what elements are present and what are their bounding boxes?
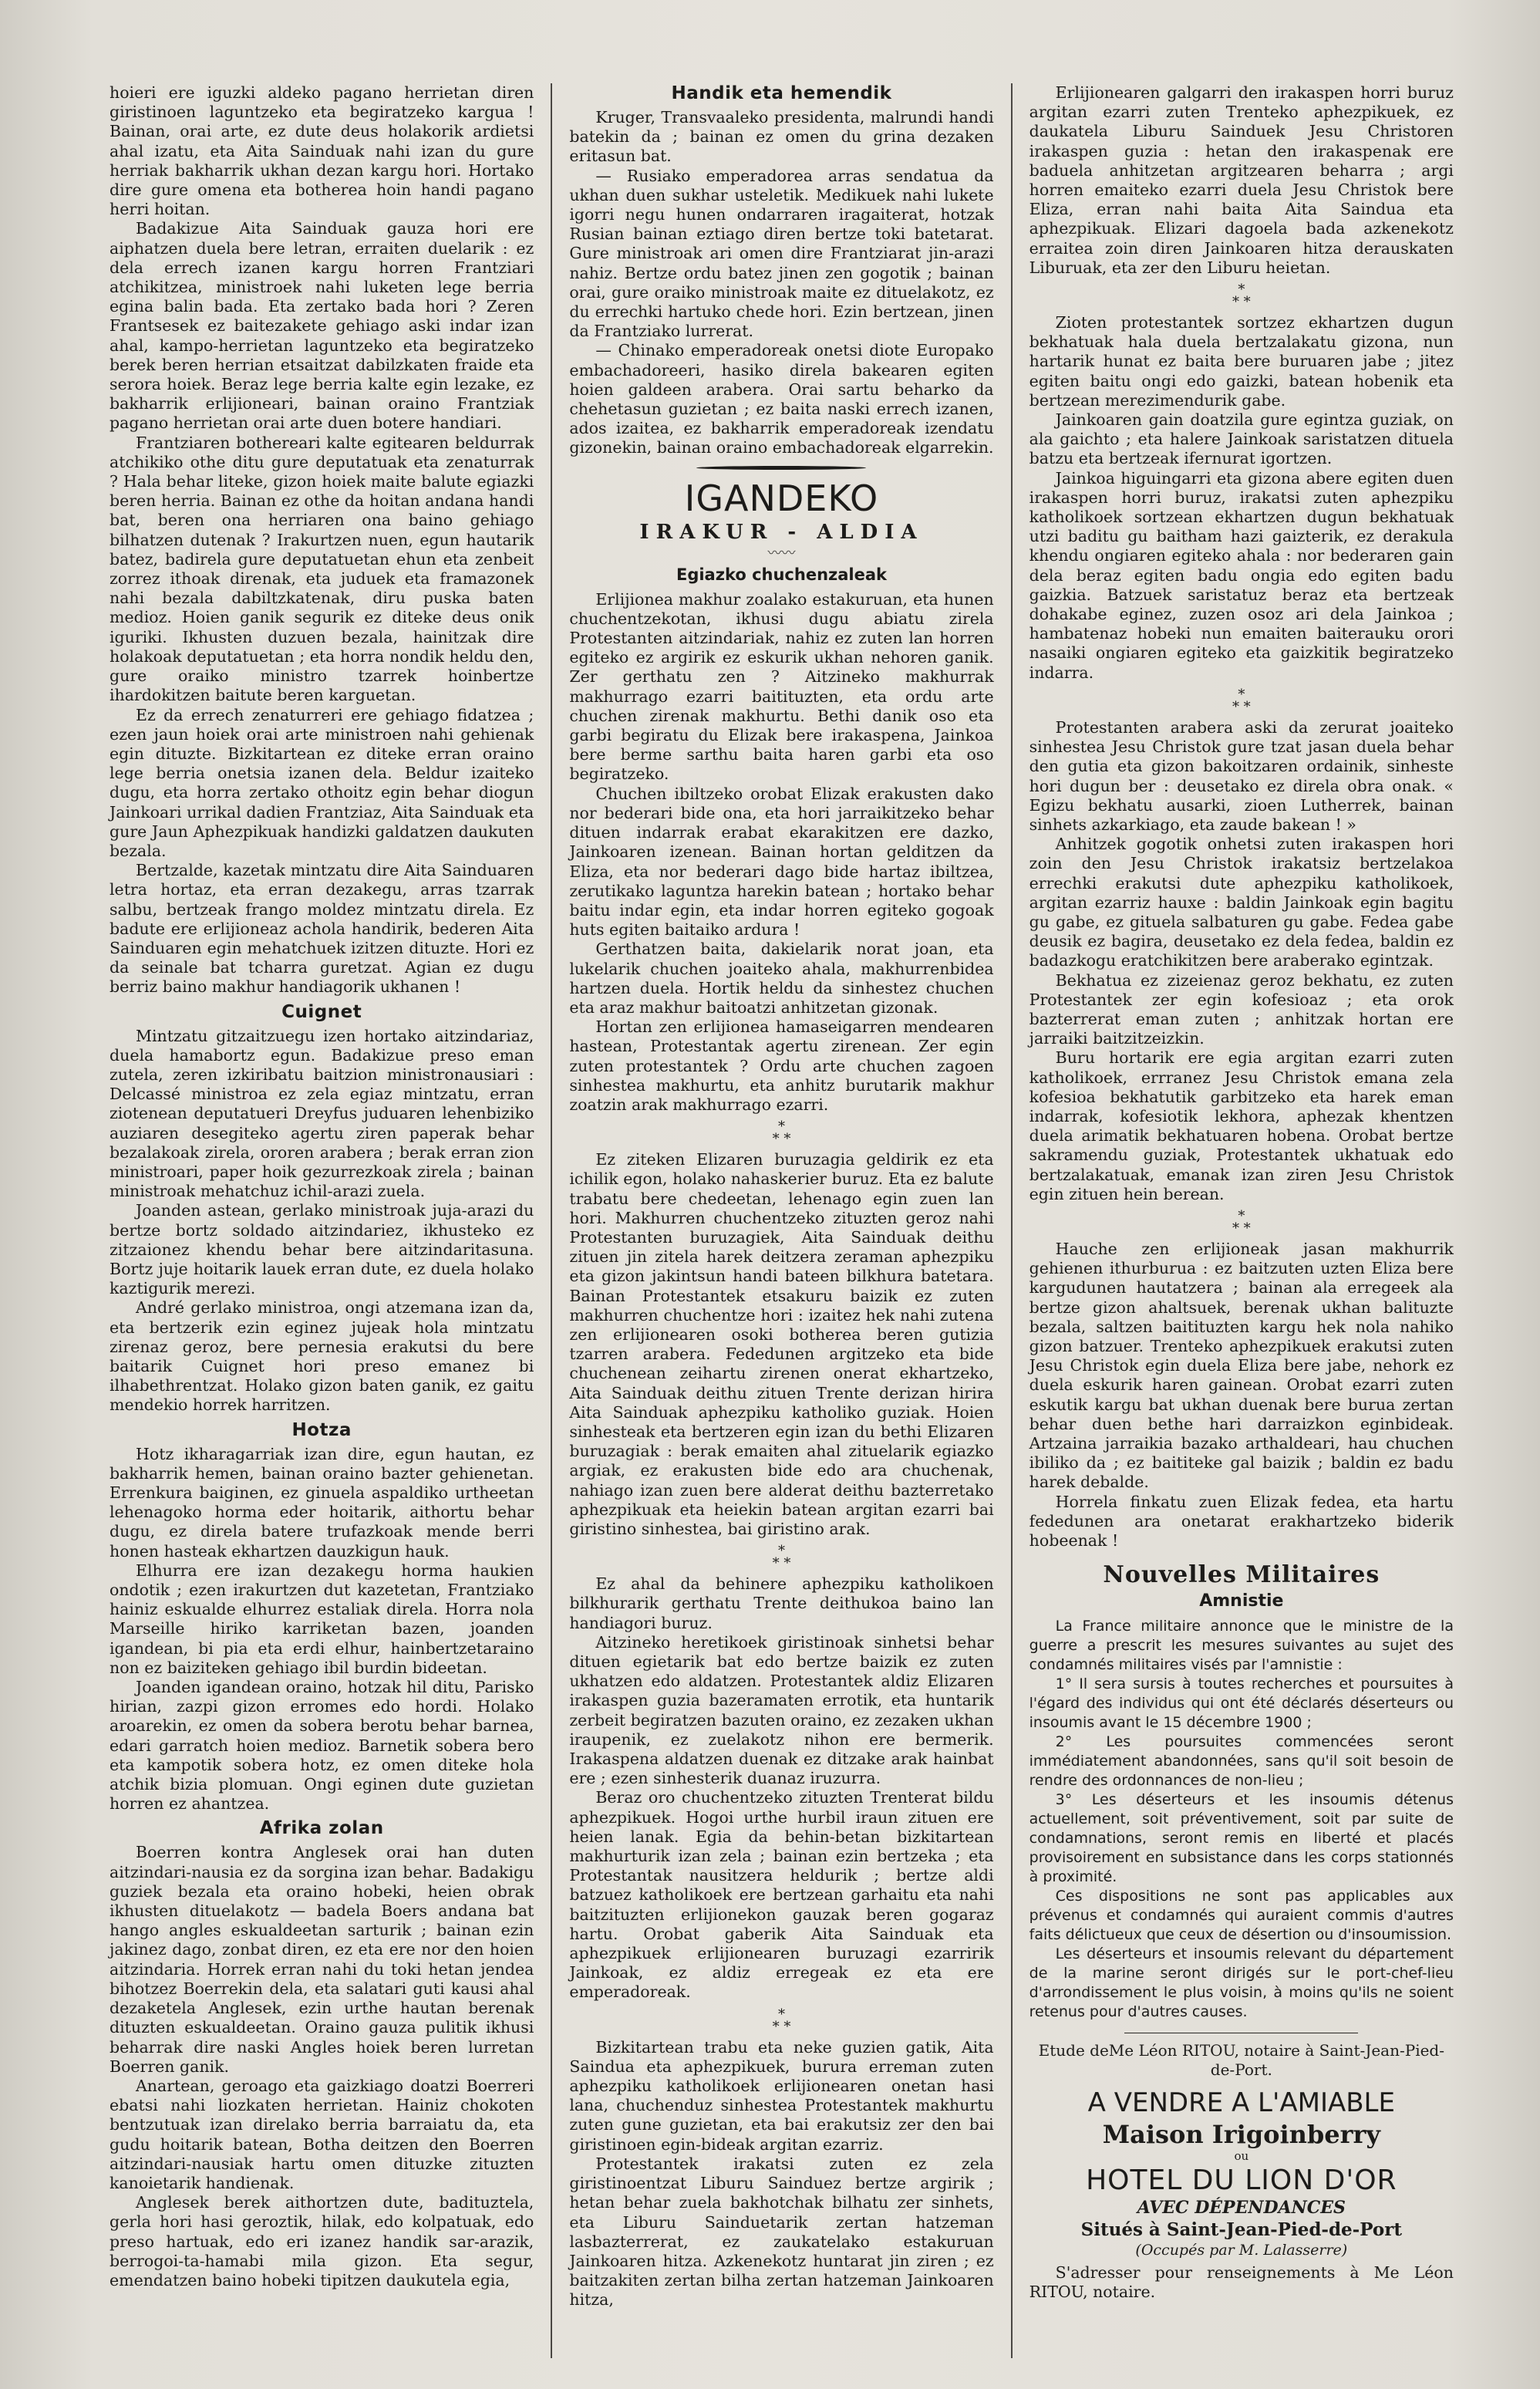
paragraph: Buru hortarik ere egia argitan ezarri zuten katholikoek, errranez Jesu Christok emana zela kofesioa bekhatutik garbitzeko eta harek eman indarrak, kofesiotik lekhora, aphezak khentzen duela arimatik bekhatuaren hobena. Orobat bertze sakramendu guziak, Protestantek ukhatuak edo bertzalakatuak, emanak izan ziren Jesu Christok egin zituen hein berean. <box>1029 1048 1454 1203</box>
paragraph: 1° Il sera sursis à toutes recherches et poursuites à l'égard des individus qui ont été déclarés déserteurs ou insoumis avant le 15 décembre 1900 ; <box>1029 1675 1454 1732</box>
paragraph: Hauche zen erlijioneak jasan makhurrik gehienen ithurburua : ez baitzuten uzten Eliza bere kargudunen hautatzera ; bainan ala erregeek ala bertze gizon ahaltsuek, berenak ukhan balituzte bezala, saltzen baitituzten kargu hek nola nahiko gizon batzuer. Trenteko aphezpikuek erakutsi zuten Jesu Christok egin duela Eliza bere jabe, nehork ez duela eskurik haren gainean. Orobat ezarri zuten eskutik kargu bat ukhan duenak bere burua zertan behar duen bethe hari darraizkon eginbideak. Artzaina jarraikia bazako arthaldeari, hau chuchen ibiliko da ; ez baititeke gal baizik ; baldin ez badu harek debalde. <box>1029 1239 1454 1492</box>
paragraph: — Chinako emperadoreak onetsi diote Europako embachadoreeri, hasiko direla bakearen egiten hoien galdeen arabera. Orai sartu beharko da chehetasun guzietan ; ez baita naski errech izanen, ados izaitea, ez bakharrik emperadoreak izendatu gizonekin, bainan oraino embachadoreak elgarrekin. <box>569 341 994 457</box>
paragraph: Horrela finkatu zuen Elizak fedea, eta hartu fededunen ara onetarat erakhartzeko biderik hobeenak ! <box>1029 1492 1454 1550</box>
igandeko-heading: IGANDEKO <box>684 477 879 519</box>
paragraph: Erlijionea makhur zoalako estakuruan, eta hunen chuchentzekotan, ikhusi dugu abiatu zirela Protestanten aitzindariak, nahiz ez zuten lan horren egiteko ez argirik ez eskurik ukhan nehoren ganik. Zer gerthatu zen ? Aitzineko makhurrak makhurrago ezarri baitituzten, eta ordu arte chuchen zirenak makhurtu. Bethi danik oso eta garbi begiratu du Elizak bere irakaspena, Jainkoa bere berme sarthu baita haren garbi eta oso begiratzeko. <box>569 589 994 784</box>
section-title-hotza: Hotza <box>291 1419 352 1440</box>
paragraph: Hotz ikharagarriak izan dire, egun hautan, ez bakharrik hemen, bainan oraino bazter gehienetan. Errenkura baiginen, ez ginuela aspaldiko urtheetan lehenagoko horma eder hoitarik, aithortu behar dugu, ez direla batere trufazkoak mende berri honen hasteak ekhartzen dauzkigun hauk. <box>110 1444 534 1561</box>
paragraph: Ez ahal da behinere aphezpiku katholikoen bilkhurarik gerthatu Trente deithukoa baino lan handiagori buruz. <box>569 1574 994 1632</box>
paragraph: Les déserteurs et insoumis relevant du département de la marine seront dirigés sur le port-chef-lieu d'arrondissement le plus voisin, à moins qu'ils ne soient retenus pour d'autres causes. <box>1029 1945 1454 2021</box>
asterism-icon: * * * <box>772 1543 791 1572</box>
paragraph: Hortan zen erlijionea hamaseigarren mendearen hastean, Protestantak agertu zirenean. Zer egin zuten protestantek ? Ordu arte chuchen zagoen sinhestea makhurtu, eta anhitz burutarik makhur zoatzin arak makhurrago ezarri. <box>569 1017 994 1114</box>
paragraph: Anglesek berek aithortzen dute, badituztela, gerla hori hasi geroztik, hilak, edo kolpatuak, edo preso hartuak, edo eri izanez handik sar-arazik, berrogoi-ta-hamabi mila gizon. Eta segur, emendatzen baino hobeki tipitzen daukutela egia, <box>110 2193 534 2289</box>
column-middle <box>551 83 1010 2358</box>
paragraph: André gerlako ministroa, ongi atzemana izan da, eta bertzerik ezin eginez jujeak hola mintzatu zirenaz geroz, bere pernesia erakutsi du bere baitarik Cuignet hori preso emanez bi ilhabethrentzat. Holako gizon baten ganik, ez gaitu mendekio horrek harritzen. <box>110 1298 534 1415</box>
paragraph: Protestanten arabera aski da zerurat joaiteko sinhestea Jesu Christok gure tzat jasan duela behar den gutia eta gizon bakoitzaren ordainik, sinheste hori dugun ber : deusetako ez direla obra onak. « Egizu bekhatu ausarki, zioen Lutherrek, bainan sinhets azkarkiago, eta zaude bakean ! » <box>1029 717 1454 834</box>
paragraph: Zioten protestantek sortzez ekhartzen dugun bekhatuak hala duela bertzalakatu gizona, nun hartarik hunat ez baita bere buruaren jabe ; jitez egiten baitu ongi edo gaizki, batean hobenik eta bertzean merezimendurik gabe. <box>1029 313 1454 410</box>
hotel-name: HOTEL DU LION D'OR <box>1086 2165 1397 2197</box>
paragraph: Ces dispositions ne sont pas applicables aux prévenus et condamnés qui auraient commis d'autres faits délictueux que ceux de désertion ou d'insoumission. <box>1029 1888 1454 1944</box>
columns <box>93 83 1471 2358</box>
nouvelles-militaires-title: Nouvelles Militaires <box>1103 1561 1380 1589</box>
asterism-icon: * * * <box>1232 1207 1251 1237</box>
paragraph: Frantziaren bothereari kalte egitearen beldurrak atchikiko othe ditu gure deputatuak eta zenaturrak ? Hala behar liteke, gizon hoiek maite balute egiazki beren herria. Bainan ez othe da hoitan andana handi bat, beren ona herriaren ona baino gehiago bilhatzen dutenak ? Irakurtzen nuen, egun hautarik batez, badirela gure deputatuetan ehun eta zenbeit zorrez ithoak direnak, eta juduek eta framazonek nahi bezala dabiltzkatenak, diru puska baten medioz. Hoien ganik segurik ez diteke deus onik iguriki. Ikhusten duzuen bezala, hainitzak dire holakoak deputatuetan ; eta horra nondik heldu den, gure oraiko ministro tzarrek hoinbertze ihardokitzen baitute beren karguetan. <box>110 433 534 705</box>
paragraph: Protestantek irakatsi zuten ez zela giristinoentzat Liburu Sainduez bertze argirik ; hetan behar zuela bakhotchak bilhatu zer sinhets, eta Liburu Sainduetarik zertan hatzeman lasbazterrerat, ez zaukatelako estakuruan Jainkoaren hitza. Azkenekotz huntarat jin ziren ; ez baitzakiten zertan bilha zertan hatzeman Jainkoaren hitza, <box>569 2154 994 2310</box>
section-divider <box>569 466 993 470</box>
paragraph: Ez ziteken Elizaren buruzagia geldirik ez eta ichilik egon, holako nahaskerier buruz. Eta ez balute trabatu bere chedeetan, lehenago egin zuen lan hori. Makhurren chuchentzeko zituzten geroz nahi Protestanten buruzagiek, Aita Sainduak deithu zituen jin zitela harek deitzera zeraman aphezpiku eta gizon jakintsun handi bateen bilkhura batetara. Bainan Protestantek etsakuru baizik ez zuten makhurren chuchentze hori : izaitez hek nahi zutena zen erlijionearen osoki botherea beren gutizia tzarren arabera. Fededunen argitzeko eta bide chuchenean zeihartu zirenen onerat ekhartzeko, Aita Sainduak deithu zituen Trente derizan hirira Aita Sainduak aphezpiku katholiko guziak. Hoien sinhesteak eta bertzeren egin izan du bethi Elizaren buruzagiak : berak emaiten ahal zituelarik egiazko argiak, ez erakusten bide edo ara chuchenak, nahiago izan zuen bere alderat deithu bazterretako aphezpikuak eta heiekin batean argitan ezarri bai giristino sinhestea, bai giristino arak. <box>569 1150 994 1538</box>
contact-line: S'adresser pour renseignements à Me Léon RITOU, notaire. <box>1029 2263 1454 2302</box>
paragraph: Badakizue Aita Sainduak gauza hori ere aiphatzen duela bere letran, erraiten duelarik : ez dela errech izanen kargu horren Frantziari atchikitzea, ministroek nahi luketen lege berria egina balin bada. Eta zertako bada hori ? Zeren Frantsesek ez baitezakete gehiago aski indar izan ahal, kampo-herrietan laguntzeko eta begiratzeko berek beren herrian etsaitzat dabilzkaten fraide eta serora hoiek. Beraz lege berria kalte egin lezake, ez bakharrik erlijioneari, bainan oraino Frantziak pagano herrietan orai arte duen botere handiari. <box>110 219 534 433</box>
section-title-cuignet: Cuignet <box>281 1001 362 1022</box>
paragraph: Joanden astean, gerlako ministroak juja-arazi du bertze bortz soldado aitzindariez, ikhusteko ez zitzaionez khendu behar bere aitzindaritasuna. Bortz juje hoitarik lauek erran dute, ez duela holako kaztigurik merezi. <box>110 1201 534 1298</box>
paragraph: Erlijionearen galgarri den irakaspen horri buruz argitan ezarri zuten Trenteko aphezpikuek, ez daukatela Liburu Sainduek Jesu Christoren irakaspen guzia : hetan den irakaspenak ere baduela anhitzetan argitzearen beharra ; argi horren emaiteko ezarri duela Jesu Christok bere Eliza, erran nahi baita Aita Saindua eta aphezpikuak. Elizari dagoela bada azkenekotz erraitea zoin diren Jainkoaren hitza derauskaten Liburuak, eta zer den Liburu heietan. <box>1029 83 1454 277</box>
paragraph: Bertzalde, kazetak mintzatu dire Aita Sainduaren letra hortaz, eta erran dezakegu, arras tzarrak salbu, bertzeak frango moldez mintzatu direla. Ez badute ere erlijioneaz achola handirik, bederen Aita Sainduaren egin mehatchuek izitzen dituzte. Hori ez da seinale bat tcharra guretzat. Agian ez dugu berriz baino makhur handiagorik ukhanen ! <box>110 861 534 997</box>
asterism-icon: * * * <box>772 2006 791 2035</box>
paragraph: Chuchen ibiltzeko orobat Elizak erakusten dako nor bederari bide ona, eta hori jarraikitzeko behar dituen indarrak erabat ekarakitzen ere dazko, Jainkoaren izenean. Bainan hortan gelditzen da Eliza, eta nor bederari dago bide hartaz ibiltzea, zerutikako laguntza harekin batean ; hortako behar baitu indar egin, eta indar horren egiteko gogoak huts egiten baitaiko ardura ! <box>569 784 994 940</box>
paragraph: Aitzineko heretikoek giristinoak sinhetsi behar dituen egietarik bat edo bertze baizik ez zuten ukhatzen edo aldatzen. Protestantek aldiz Elizaren irakaspen guzia bazeramaten errotik, eta huntarik zerbeit begiratzen bazuten oraino, ez zezaken ukhan iraupenik, ez zuelakotz nihon ere bermerik. Irakaspena aldatzen duenak ez ditzake arak hainbat ere ; ezen sinhesterik duanaz iruzurra. <box>569 1632 994 1788</box>
paragraph: 2° Les poursuites commencées seront immédiatement abandonnées, sans qu'il soit besoin de rendre des ordonnances de non-lieu ; <box>1029 1733 1454 1790</box>
paragraph: — Rusiako emperadorea arras sendatua da ukhan duen sukhar usteletik. Medikuek nahi lukete igorri negu hunen ondarraren iragaiterat, hotzak Rusian bainan eztiago diren bertze toki batetarat. Gure ministroak ari omen dire Frantziarat jin-arazi nahiz. Bertze ordu batez jinen zen gogotik ; bainan orai, gure oraiko ministroak maite ez dituelakotz, ez du errechki hartuko chede hori. Ezin bertzean, jinen da Frantziako lurrerat. <box>569 166 994 341</box>
amnistie-subtitle: Amnistie <box>1199 1591 1284 1611</box>
column-right <box>1011 83 1471 2358</box>
paragraph: Bizkitartean trabu eta neke guzien gatik, Aita Saindua eta aphezpikuek, burura erreman zuten aphezpiku katholikoek erlijionearen onetan hasi lana, chuchenduz sinhestea Protestantek makhurtu zuten gune guzietan, eta bai erakutsiz zer den bai giristinoen egin-bideak argitan ezarriz. <box>569 2037 994 2154</box>
asterism-icon: * * * <box>1232 282 1251 311</box>
paragraph: Jainkoaren gain doatzila gure egintza guziak, on ala gaichto ; eta halere Jainkoak saristatzen dituela batzu eta bertzeak ifernurat igortzen. <box>1029 410 1454 468</box>
paragraph: Jainkoa higuingarri eta gizona abere egiten duen irakaspen horri buruz, irakatsi zuten aphezpiku katholikoek sortzean ekhartzen dugun bekhatuak utzi baditu gu baitham hazi gaizterik, ez derakula khendu ongiaren egiteko ahala : nor bederaren gain dela beraz egiten badu ongia edo egiten badu gaizkia. Batzuek saristatuz beraz eta bertzeak dohakabe eginez, zuzen osoz ari dela Jainkoa ; hambatenaz hobeki nun emaiten baiterauku orori nasaiki ongiaren egiteko eta gaizkitik begiratzeko indarra. <box>1029 468 1454 682</box>
ou-word: ou <box>1234 2149 1249 2164</box>
paragraph: Boerren kontra Anglesek orai han duten aitzindari-nausia ez da sorgina izan behar. Badakigu guziek bezala eta oraino hobeki, heien obrak ikhusten dituelakotz — badela Boers andana bat hango angles eskualdeetan sarturik ; bainan ezin jakinez dago, zonbat diren, ez eta ere nor den hoien aitzindaria. Horrek erran nahi du toki hetan jendea bihotzez Boerrekin dela, eta salatari guti kausi ahal dezaketela Anglesek, ezin urthe hautan berenak dituzten eskualdeetan. Oraino gauza pulitik ikhusi beharrak dire naski Angles hoiek beren lurretan Boerren ganik. <box>110 1843 534 2076</box>
paragraph: Ez da errech zenaturreri ere gehiago fidatzea ; ezen jaun hoiek orai arte ministroen nahi gehienak egin dituzte. Bizkitartean ez diteke erran oraino lege berria onetsia izanen dela. Beldur izaiteko dugu, eta horra zertako othoitz egin behar diogun Jainkoari urrikal dadien Frantziaz, Aita Sainduak eta gure Jaun Aphezpikuak handizki galdatzen daukuten bezala. <box>110 705 534 860</box>
dependances-line: AVEC DÉPENDANCES <box>1137 2198 1346 2219</box>
a-vendre-heading: A VENDRE A L'AMIABLE <box>1087 2087 1395 2119</box>
section-title-afrika: Afrika zolan <box>259 1818 384 1839</box>
paragraph: Anhitzek gogotik onhetsi zuten irakaspen hori zoin den Jesu Christok irakatsiz bertzelakoa errechki erakutsi dute aphezpiku katholikoek, argitan ezarriz hauxe : baldin Jainkoak egin bagitu gu gabe, ez gituela salbaturen gu gabe. Fedea gabe deusik ez bagira, deusetako ez dela fedea, baldin ez badazkogu eratchikitzen bere araberako egintzak. <box>1029 835 1454 970</box>
asterism-icon: * * * <box>1232 686 1251 715</box>
notary-line: Etude deMe Léon RITOU, notaire à Saint-Jean-Pied-de-Port. <box>1038 2041 1444 2080</box>
irakur-aldia-heading: IRAKUR - ALDIA <box>639 520 924 544</box>
paragraph: Anartean, geroago eta gaizkiago doatzi Boerreri ebatsi nahi liozkaten herrietan. Hainiz chokoten bentzutuak izan direlako berria barraiatu da, eta gudu hoitarik batean, Botha deitzen den Boerren aitzindari-nausiak hartu omen dituzke zituzten kanoietarik handienak. <box>110 2076 534 2192</box>
paragraph: Beraz oro chuchentzeko zituzten Trenterat bildu aphezpikuek. Hogoi urthe hurbil iraun zituen ere heien lanak. Egia da behin-betan bizkitartean makhurturik izan zela ; bainan ezin bertzeka ; eta Protestantak nausitzera heldurik ; bertze aldi batzuez katholikoek ere bertzean garhaitu eta nahi baitzituzten erlijionekon gauzak beren gogaraz hartu. Orobat gaberik Aita Sainduak eta aphezpikuek erlijionearen buruzagi ezarririk Jainkoak, ez aldiz erregeak ez eta ere emperadoreak. <box>569 1788 994 2002</box>
column-left <box>93 83 551 2358</box>
paragraph: 3° Les déserteurs et les insoumis détenus actuellement, soit préventivement, soit par suite de condamnations, seront remis en liberté et placés provisoirement en subsistance dans les corps stationnés à proximité. <box>1029 1791 1454 1886</box>
occupant-line: (Occupés par M. Lalasserre) <box>1135 2242 1348 2259</box>
paragraph: Gerthatzen baita, dakielarik norat joan, eta lukelarik chuchen joaiteko ahala, makhurrenbidea hartzen duela. Hortik heldu da sinhestez chuchen eta araz makhur baitoatzi anhitzetan gizonak. <box>569 940 994 1017</box>
section-title-handik: Handik eta hemendik <box>671 83 892 103</box>
paragraph: La France militaire annonce que le ministre de la guerre a prescrit les mesures suivantes au sujet des condamnés militaires visés par l'amnistie : <box>1029 1618 1454 1674</box>
swash-ornament-icon: 〰〰 <box>767 545 796 562</box>
paragraph: Bekhatua ez zizeienaz geroz bekhatu, ez zuten Protestantek zer egin kofesioaz ; eta orok bazterrerat eman zuten ; anhitzak hortan ere jarraiki baitzitzeizkin. <box>1029 970 1454 1048</box>
paragraph: Mintzatu gitzaitzuegu izen hortako aitzindariaz, duela hamabortz egun. Badakizue preso eman zutela, zeren izkiribatu baitzion ministronausiari : Delcassé ministroa ez zela egiaz mintzatu, erran ziotenean deputatueri Dreyfus juduaren lehenbiziko auziaren desegiteko agertu ziren paperak behar bezalakoak zirela, ororen arabera ; berak erran zion ministroari, paper hoik gezurrezkoak zirela ; bainan ministroak mehatchuz ichil-arazi zuela. <box>110 1026 534 1201</box>
asterism-icon: * * * <box>772 1119 791 1148</box>
paragraph: hoieri ere iguzki aldeko pagano herrietan diren giristinoen laguntzeko eta begiratzeko kargua ! Bainan, orai arte, ez dute deus holakorik ardietsi ahal izatu, eta Aita Sainduak nahi izan du gure herriak bakharrik ukhan dezan kargu hori. Hortako dire gure omena eta botherea hoin handi pagano herri hoitan. <box>110 83 534 219</box>
paragraph: Elhurra ere izan dezakegu horma haukien ondotik ; ezen irakurtzen dut kazetetan, Frantziako hainiz eskualde elhurrez estaliak direla. Horra nola Marseille hiriko karriketan bazen, joanden igandean, bi pia eta erdi elhur, hainbertzetaraino non ez baiziteken gehiago ibil burdin bideetan. <box>110 1561 534 1677</box>
paragraph: Joanden igandean oraino, hotzak hil ditu, Parisko hirian, zazpi gizon erromes edo hordi. Holako aroarekin, ez omen da sobera berotu behar barnea, edari garratch hoien medioz. Barnetik sobera bero eta kampotik sobera hotz, ez omen diteke hola atchik bizia plomuan. Ongi eginen dute guzietan horren ez ahantzea. <box>110 1678 534 1814</box>
maison-name: Maison Irigoinberry <box>1102 2120 1380 2150</box>
egiazko-subheading: Egiazko chuchenzaleak <box>676 565 887 584</box>
amnistie-article <box>1029 1617 1454 2022</box>
paragraph: Kruger, Transvaaleko presidenta, malrundi handi batekin da ; bainan ez omen du grina dezaken eritasun bat. <box>569 108 994 166</box>
location-line: Situés à Saint-Jean-Pied-de-Port <box>1080 2219 1402 2241</box>
